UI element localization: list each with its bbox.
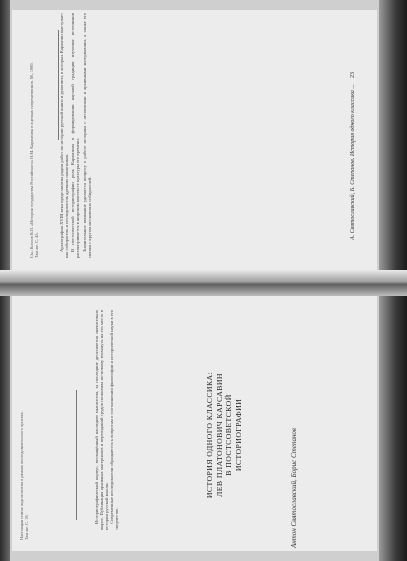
article-authors: Антон Святославский, Борис Степанов xyxy=(290,428,298,548)
book-spine xyxy=(0,270,407,296)
top-page-footnotes xyxy=(30,13,39,258)
top-page-body xyxy=(60,13,94,258)
footnote-rule xyxy=(76,390,77,520)
title-line: ИСТОРИОГРАФИИ xyxy=(233,398,243,472)
footnote-rule xyxy=(58,30,59,140)
paragraph: Значительное внимание уделяется вопросу о работе историка с летописями и архивными материалами, а также его связям с кругом московских собирателей. xyxy=(81,13,92,258)
title-line: ЛЕВ ПЛАТОНОВИЧ КАРСАВИН xyxy=(214,373,224,497)
footnote: Там же. С. 18. xyxy=(23,514,29,540)
footnote: Там же. С. 45. xyxy=(33,232,39,258)
footnote: Настоящая статья подготовлена в рамках исследовательского проекта. xyxy=(19,411,24,540)
title-line: В ПОСТСОВЕТСКОЙ xyxy=(224,394,233,476)
paragraph: Историографический корпус, посвящённый наследию мыслителя, за последние десятилетия значительно вырос. Публикация архивных материалов и переизданий трудов позволила по-новому взглянуть на его место в истории русской мысли. xyxy=(94,310,109,530)
paragraph: Археография XVIII века представлена рядом работ по истории русской книги и рукописи, в которых Карамзин выступает как собиратель и исследователь древних памятников. xyxy=(59,13,69,258)
paragraph: Современные исследователи обращаются к вопросам о соотношении философии и исторической науки в его творчестве. xyxy=(108,310,119,530)
bottom-page-footnotes xyxy=(20,320,29,540)
article-title xyxy=(205,350,243,520)
running-head: А. Святославский, Б. Степанов. История одного классика ... xyxy=(350,84,356,240)
title-line: ИСТОРИЯ ОДНОГО КЛАССИКА: xyxy=(205,371,214,499)
bottom-page xyxy=(12,296,377,551)
footnote: См.: Козлов В.П. «История государства Российского» Н.М. Карамзина в оценках современников. М., 1989. xyxy=(29,62,34,258)
bottom-page-body xyxy=(95,310,120,530)
page-number: 23 xyxy=(350,72,356,78)
paragraph: В постсоветской историографии роль Карамзина в формировании научной традиции изучения источников рассматривается в широком контексте культуры его времени. xyxy=(70,13,81,258)
